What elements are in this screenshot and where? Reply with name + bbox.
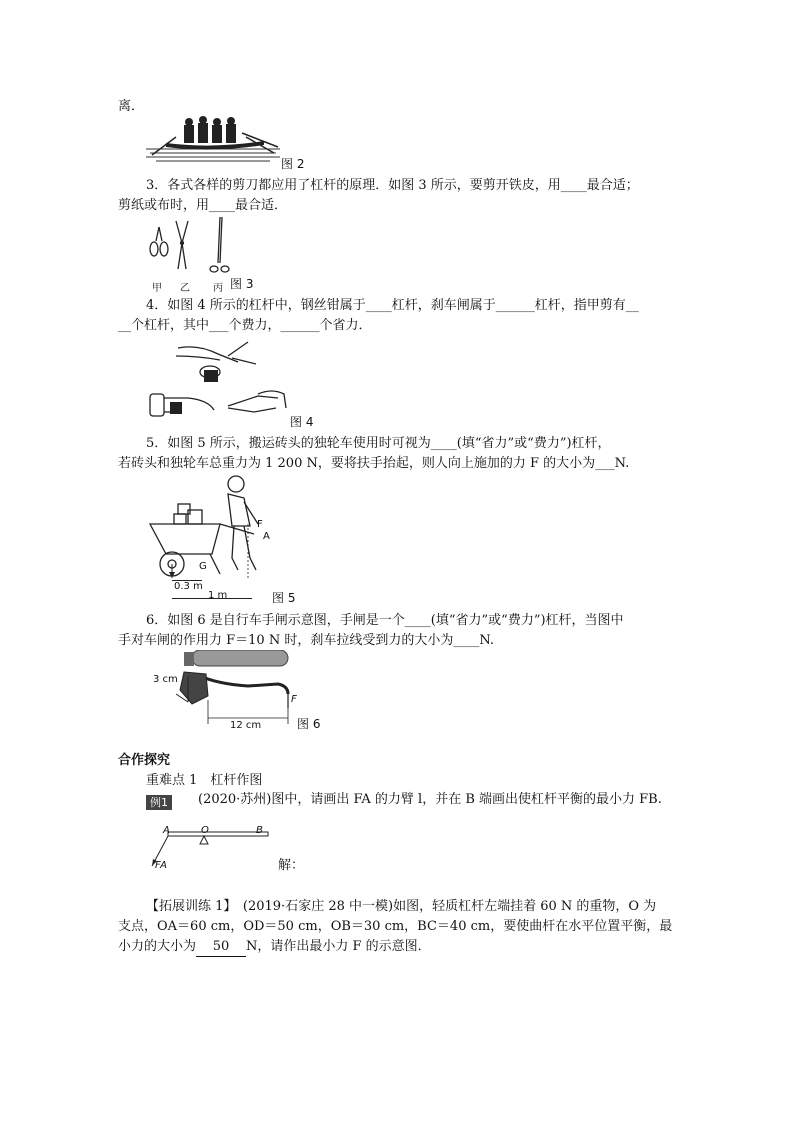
focus-title: 重难点 1 杠杆作图: [146, 773, 263, 788]
training-1-line-3-post: N，请作出最小力 F 的示意图．: [246, 939, 431, 954]
example-1-label-fa: FA: [155, 860, 168, 871]
figure-3-label-2: 乙: [180, 283, 190, 294]
figure-4-levers-image: [148, 336, 290, 426]
figure-2-caption: 图 2: [281, 157, 305, 171]
training-1-line-3: [118, 938, 431, 957]
lead-text: 离．: [118, 99, 145, 114]
training-1-line-3-pre: 小力的大小为: [118, 939, 197, 954]
figure-3-scissors-image: [146, 213, 232, 275]
example-1-tag-label: 例1: [146, 795, 172, 810]
q3-line-2: 剪纸或布时，用____最合适．: [118, 198, 288, 213]
q4-line-1: 4．如图 4 所示的杠杆中，钢丝钳属于____杠杆，刹车闸属于______杠杆，指甲剪有__: [146, 298, 639, 313]
figure-2-rowing-image: [146, 113, 280, 163]
figure-5-label-f: F: [257, 519, 263, 530]
figure-6-handbrake-image: [148, 650, 298, 736]
figure-5-dim-2: 1 m: [208, 590, 228, 601]
figure-4-caption: 图 4: [290, 415, 314, 429]
figure-5-label-a: A: [263, 531, 270, 542]
q3-line-1: 3．各式各样的剪刀都应用了杠杆的原理．如图 3 所示，要剪开铁皮，用____最合适；: [146, 178, 639, 193]
q4-line-2: __个杠杆，其中___个费力，______个省力．: [118, 318, 372, 333]
figure-6-caption: 图 6: [297, 717, 321, 731]
figure-5-caption: 图 5: [272, 591, 296, 605]
training-1-line-1: 【拓展训练 1】 (2019·石家庄 28 中一模)如图，轻质杠杆左端挂着 60 N 的重物，O 为: [146, 899, 657, 914]
q6-line-2: 手对车闸的作用力 F＝10 N 时，刹车拉线受到力的大小为____N.: [118, 633, 495, 648]
q6-line-1: 6．如图 6 是自行车手闸示意图，手闸是一个____(填“省力”或“费力”)杠杆，当图中: [146, 613, 624, 628]
figure-6-dim-3cm: 3 cm: [153, 674, 178, 685]
figure-5-label-g: G: [199, 561, 207, 572]
example-1-label-o: O: [201, 825, 209, 836]
figure-3-label-3: 丙: [213, 283, 223, 294]
example-1-label-b: B: [256, 825, 263, 836]
figure-6-label-f: F: [291, 694, 297, 705]
section-title: 合作探究: [118, 753, 171, 768]
figure-5-dim-1: 0.3 m: [174, 581, 203, 592]
q5-line-1: 5．如图 5 所示，搬运砖头的独轮车使用时可视为____(填“省力”或“费力”)杠杆，: [146, 436, 611, 451]
example-1-label-a: A: [163, 825, 170, 836]
example-1-tag: [146, 791, 172, 810]
example-1-answer-label: 解：: [278, 858, 305, 873]
figure-6-dim-12cm: 12 cm: [230, 720, 262, 731]
training-1-line-2: 支点，OA＝60 cm，OD＝50 cm，OB＝30 cm，BC＝40 cm，要使曲杆在水平位置平衡，最: [118, 919, 673, 934]
figure-3-caption: 图 3: [230, 277, 254, 291]
figure-3-label-1: 甲: [152, 283, 162, 294]
training-1-answer: 50: [196, 938, 246, 957]
example-1-text: (2020·苏州)图中，请画出 FA 的力臂 l，并在 B 端画出使杠杆平衡的最小力 FB.: [198, 792, 662, 807]
q5-line-2: 若砖头和独轮车总重力为 1 200 N，要将扶手抬起，则人向上施加的力 F 的大小为___N.: [118, 456, 630, 471]
